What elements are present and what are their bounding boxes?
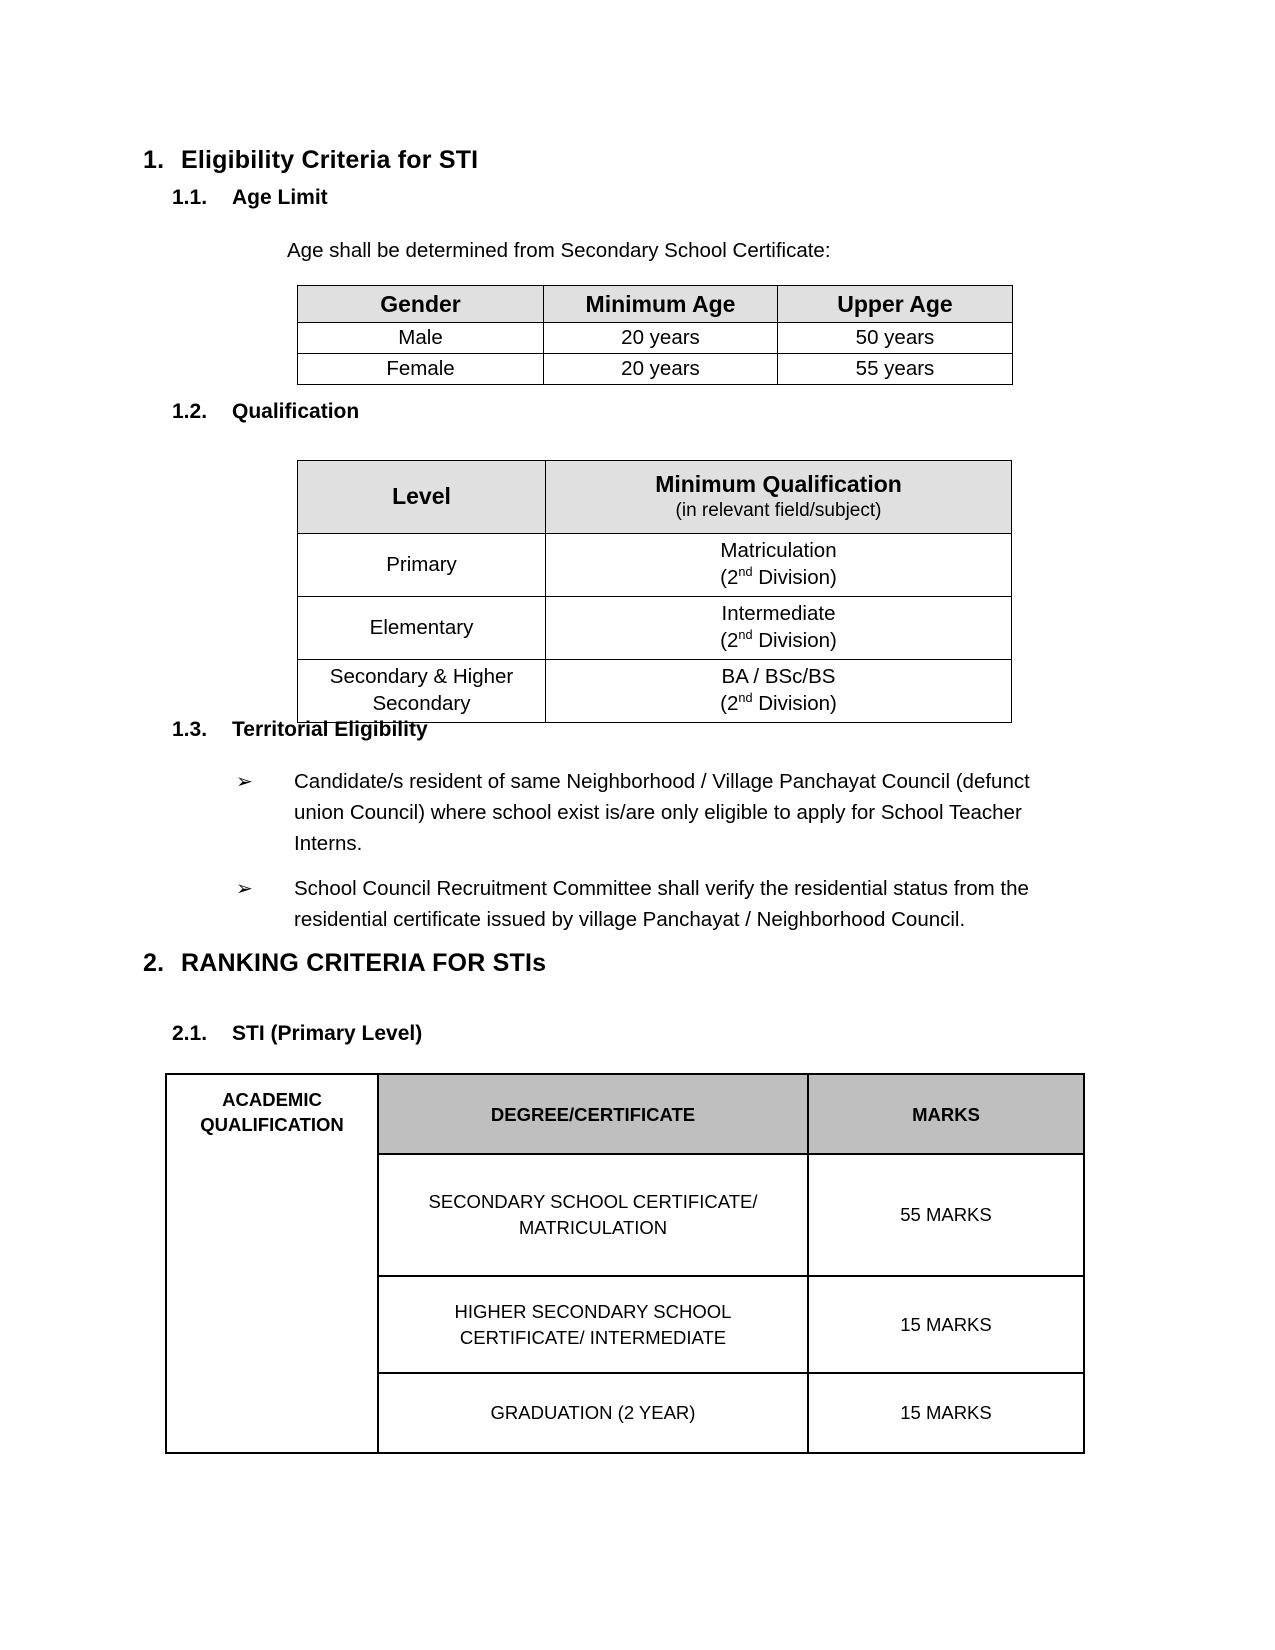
qual-cell-qualification bbox=[546, 534, 1012, 597]
table-header-row bbox=[298, 286, 1013, 323]
qual-header-level-text: Level bbox=[392, 482, 451, 509]
age-limit-table bbox=[297, 285, 1013, 385]
section1-1-number: 1.1. bbox=[172, 186, 208, 209]
qual-line-2-sup: nd bbox=[738, 564, 753, 580]
age-cell-gender: Male bbox=[298, 323, 544, 354]
section1-number: 1. bbox=[143, 146, 165, 174]
rank-header-marks: MARKS bbox=[808, 1074, 1084, 1154]
qual-header-level bbox=[298, 461, 546, 534]
age-cell-upper: 55 years bbox=[778, 354, 1013, 385]
qual-cell-qualification bbox=[546, 660, 1012, 723]
qual-header-minimum-qualification bbox=[546, 461, 1012, 534]
rank-header-col1-line1: ACADEMIC bbox=[222, 1089, 322, 1110]
arrow-bullet-icon: ➢ bbox=[236, 769, 253, 793]
age-cell-upper: 50 years bbox=[778, 323, 1013, 354]
age-header-upper: Upper Age bbox=[778, 286, 1013, 323]
qual-line-2-post: Division) bbox=[752, 692, 837, 715]
qual-cell-level: Primary bbox=[298, 534, 546, 597]
rank-degree-line1: HIGHER SECONDARY SCHOOL bbox=[454, 1300, 732, 1322]
table-row bbox=[298, 660, 1012, 723]
section1-title: Eligibility Criteria for STI bbox=[181, 146, 479, 174]
table-row bbox=[298, 323, 1013, 354]
list-item bbox=[236, 873, 1076, 935]
section2-1-number: 2.1. bbox=[172, 1022, 208, 1045]
bullet-text: School Council Recruitment Committee shall verify the residential status from the residential certificate issued by village Panchayat / Neighborhood Council. bbox=[294, 877, 1029, 931]
section1-3-title: Territorial Eligibility bbox=[232, 718, 428, 741]
rank-cell-marks: 55 MARKS bbox=[808, 1154, 1084, 1276]
qual-header-main-text: Minimum Qualification bbox=[655, 470, 902, 497]
heading-sti-primary-level bbox=[172, 1022, 422, 1046]
heading-ranking-criteria bbox=[143, 949, 546, 978]
ranking-criteria-table bbox=[165, 1073, 1085, 1454]
qual-line-2-post: Division) bbox=[752, 566, 837, 589]
qual-line-1: BA / BSc/BS bbox=[721, 665, 836, 688]
section1-3-number: 1.3. bbox=[172, 718, 208, 741]
heading-territorial-eligibility bbox=[172, 718, 428, 742]
qual-line-1: Matriculation bbox=[720, 539, 837, 562]
qual-line-2-pre: (2 bbox=[720, 629, 739, 652]
qual-line-1: Intermediate bbox=[721, 602, 836, 625]
heading-qualification bbox=[172, 400, 359, 424]
rank-cell-degree bbox=[378, 1154, 808, 1276]
table-row bbox=[298, 354, 1013, 385]
rank-degree-line1: SECONDARY SCHOOL CERTIFICATE/ bbox=[428, 1191, 758, 1212]
section2-title: RANKING CRITERIA FOR STIs bbox=[181, 949, 547, 977]
table-row bbox=[298, 534, 1012, 597]
qual-line-2-sup: nd bbox=[738, 690, 753, 706]
age-intro-text: Age shall be determined from Secondary School Certificate: bbox=[287, 239, 831, 262]
rank-header-col1-line2: QUALIFICATION bbox=[200, 1114, 344, 1135]
age-cell-minimum: 20 years bbox=[544, 354, 778, 385]
qual-cell-level: Secondary & Higher Secondary bbox=[298, 660, 546, 723]
list-item bbox=[236, 766, 1076, 859]
bullet-text: Candidate/s resident of same Neighborhood / Village Panchayat Council (defunct union Council) where school exist is/are only eligible to apply for School Teacher Interns. bbox=[294, 770, 1030, 855]
age-cell-minimum: 20 years bbox=[544, 323, 778, 354]
section1-2-title: Qualification bbox=[232, 400, 360, 423]
table-row bbox=[298, 597, 1012, 660]
qual-header-sub-text: (in relevant field/subject) bbox=[675, 499, 882, 521]
rank-degree-line2: MATRICULATION bbox=[518, 1217, 668, 1238]
rank-cell-marks: 15 MARKS bbox=[808, 1373, 1084, 1453]
qual-cell-qualification bbox=[546, 597, 1012, 660]
age-cell-gender: Female bbox=[298, 354, 544, 385]
arrow-bullet-icon: ➢ bbox=[236, 876, 253, 900]
rank-cell-degree: GRADUATION (2 YEAR) bbox=[378, 1373, 808, 1453]
qual-line-2-pre: (2 bbox=[720, 692, 739, 715]
qualification-table bbox=[297, 460, 1012, 723]
rank-degree-line2: CERTIFICATE/ INTERMEDIATE bbox=[459, 1326, 727, 1348]
qual-line-2-pre: (2 bbox=[720, 566, 739, 589]
rank-header-academic-qualification bbox=[166, 1074, 378, 1453]
qual-line-2 bbox=[720, 629, 837, 652]
qual-line-2-sup: nd bbox=[738, 627, 753, 643]
heading-age-limit bbox=[172, 186, 328, 210]
rank-header-degree-certificate: DEGREE/CERTIFICATE bbox=[378, 1074, 808, 1154]
rank-cell-marks: 15 MARKS bbox=[808, 1276, 1084, 1373]
age-header-gender: Gender bbox=[298, 286, 544, 323]
heading-eligibility-criteria bbox=[143, 146, 478, 175]
qual-line-2 bbox=[720, 692, 837, 715]
section2-1-title: STI (Primary Level) bbox=[232, 1022, 423, 1045]
section1-1-title: Age Limit bbox=[232, 186, 328, 209]
age-header-minimum: Minimum Age bbox=[544, 286, 778, 323]
section1-2-number: 1.2. bbox=[172, 400, 208, 423]
qual-line-2 bbox=[720, 566, 837, 589]
qual-line-2-post: Division) bbox=[752, 629, 837, 652]
table-header-row bbox=[298, 461, 1012, 534]
rank-cell-degree bbox=[378, 1276, 808, 1373]
table-header-row bbox=[166, 1074, 1084, 1154]
qual-cell-level: Elementary bbox=[298, 597, 546, 660]
section2-number: 2. bbox=[143, 949, 165, 977]
